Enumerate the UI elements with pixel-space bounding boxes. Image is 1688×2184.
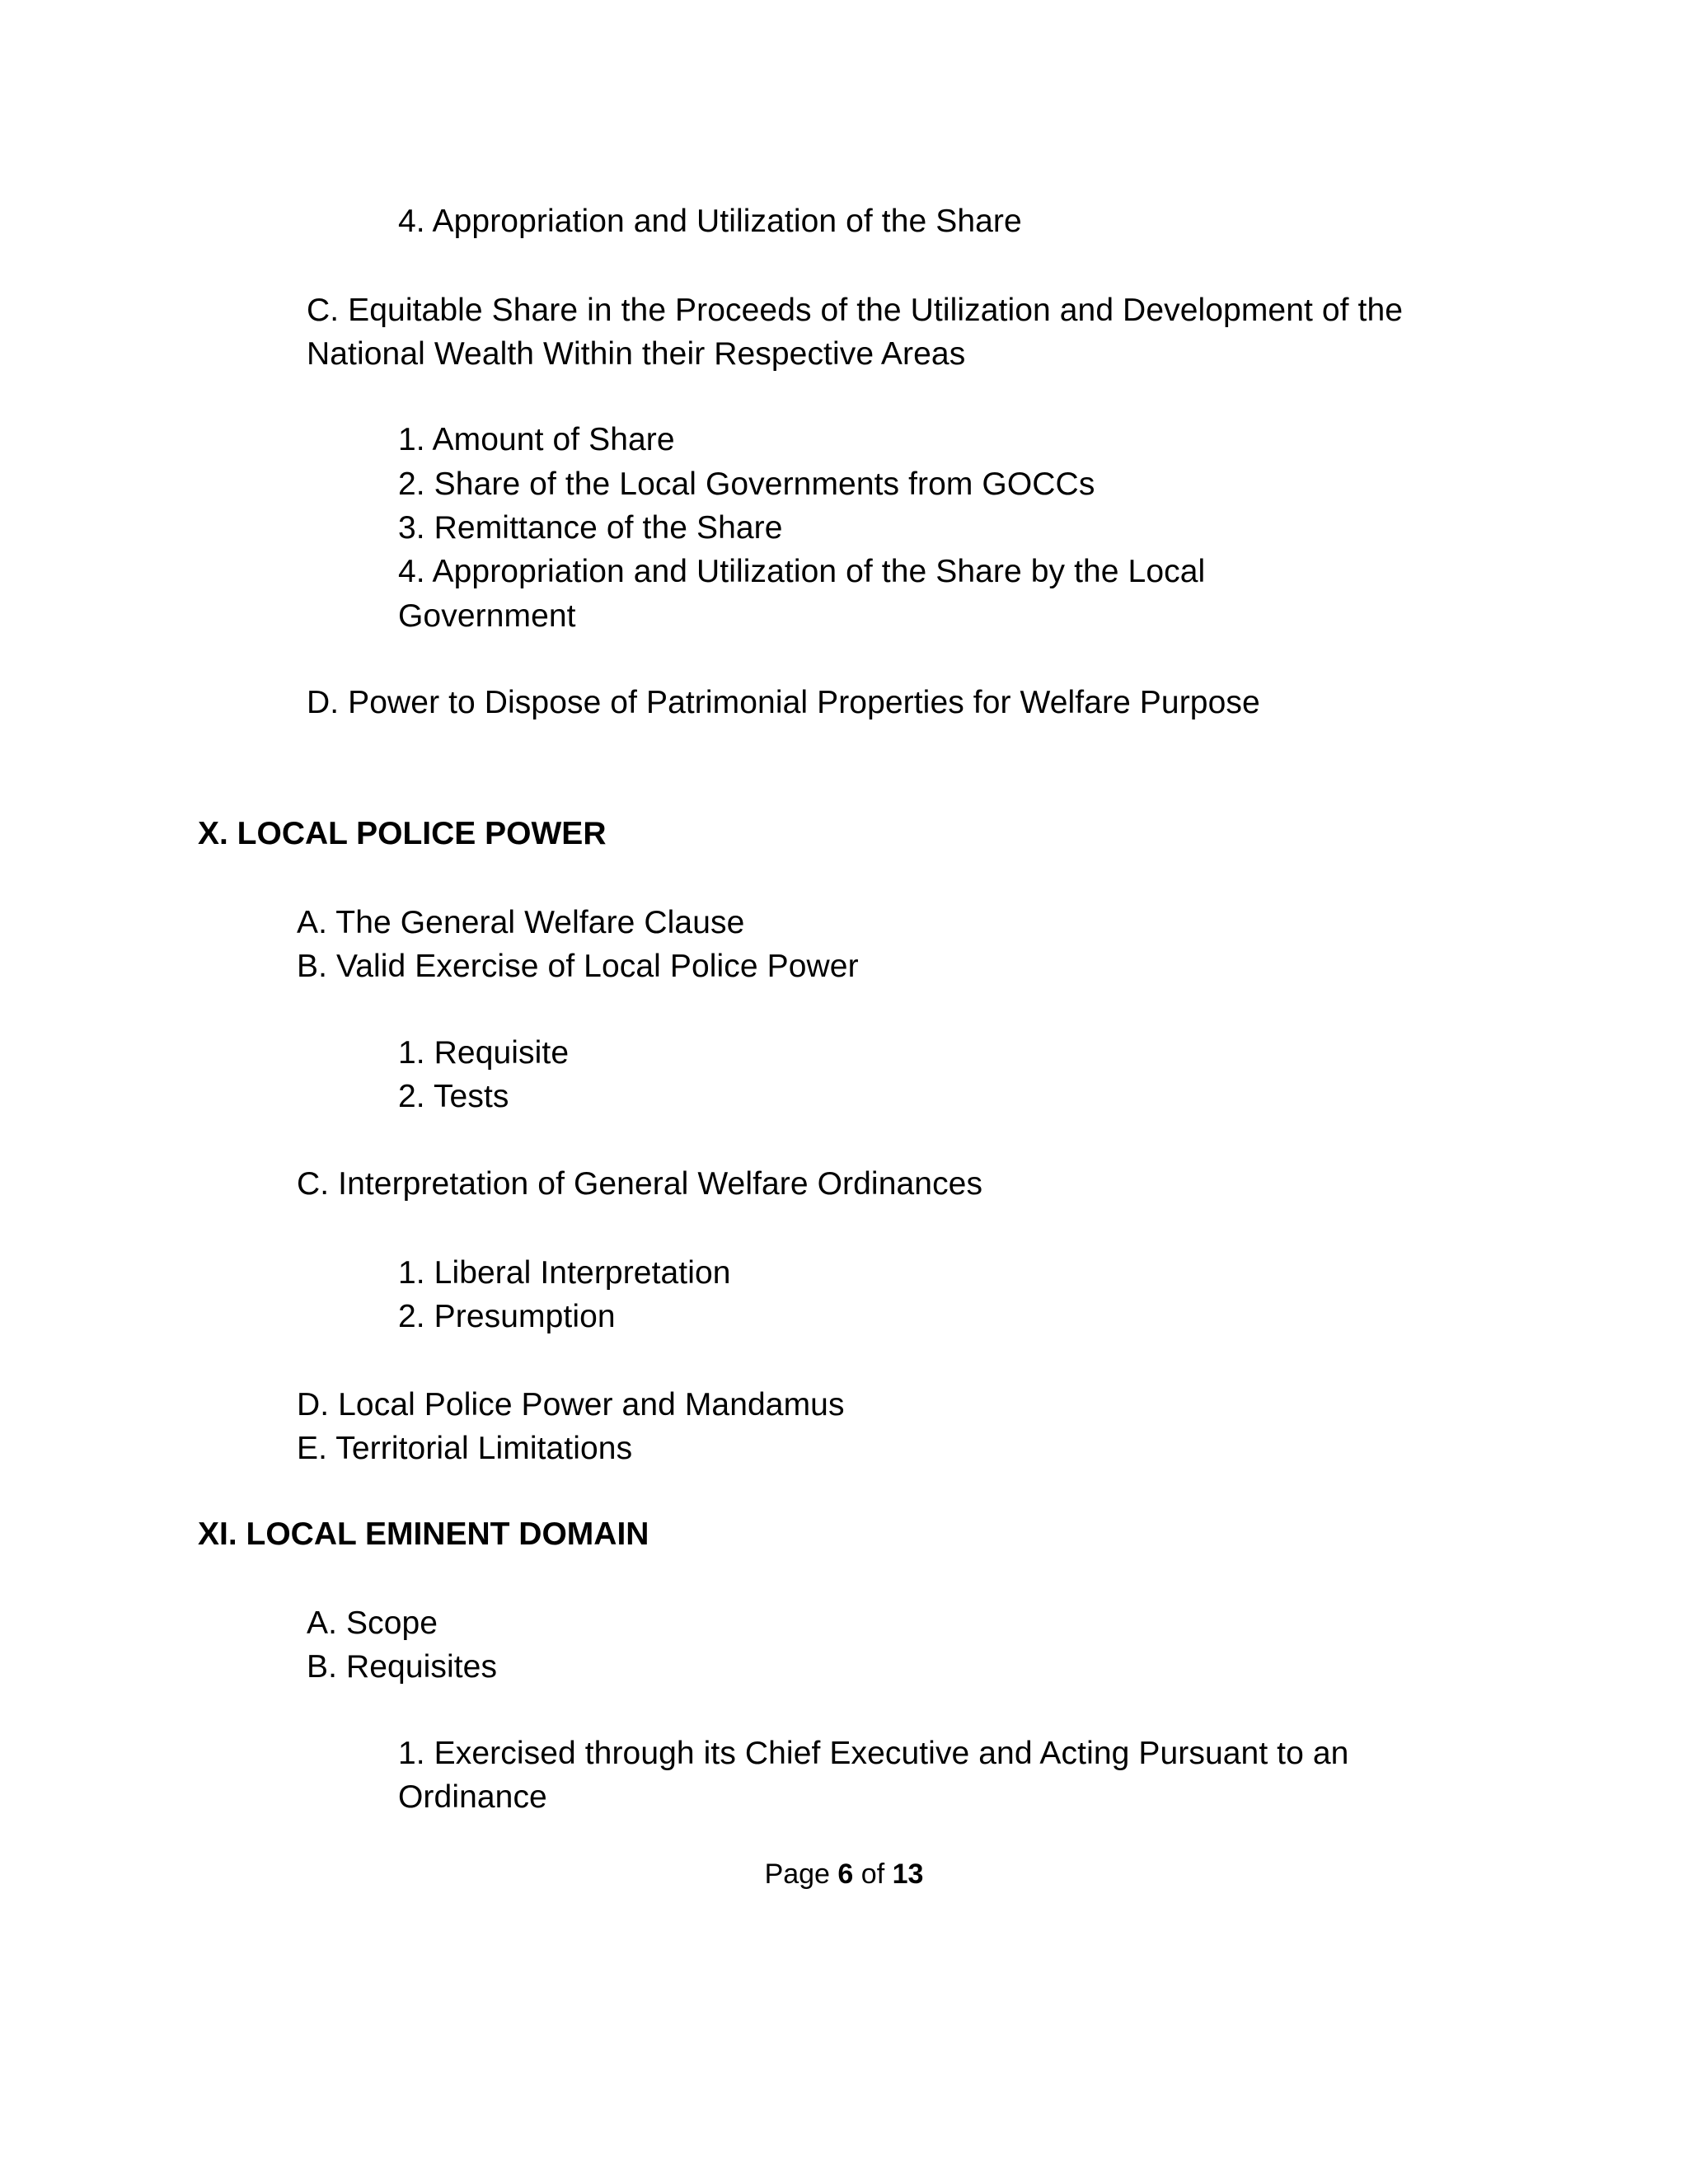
- section-heading-xi: XI. LOCAL EMINENT DOMAIN: [198, 1516, 649, 1552]
- outline-item: A. The General Welfare Clause: [297, 905, 745, 940]
- outline-item-continuation: Government: [398, 598, 576, 634]
- outline-item: 4. Appropriation and Utilization of the Share: [398, 204, 1022, 239]
- section-heading-x: X. LOCAL POLICE POWER: [198, 816, 607, 851]
- page-of-label: of: [853, 1858, 893, 1890]
- outline-item: 1. Requisite: [398, 1035, 570, 1071]
- outline-item: 1. Exercised through its Chief Executive and Acting Pursuant to an: [398, 1736, 1349, 1771]
- outline-item-continuation: Ordinance: [398, 1779, 547, 1815]
- outline-item: B. Valid Exercise of Local Police Power: [297, 949, 859, 984]
- outline-item: B. Requisites: [307, 1649, 498, 1685]
- outline-item: 2. Tests: [398, 1079, 509, 1114]
- page-label: Page: [764, 1858, 838, 1890]
- outline-item: 3. Remittance of the Share: [398, 510, 783, 546]
- outline-item: 1. Amount of Share: [398, 422, 675, 457]
- outline-item: 4. Appropriation and Utilization of the Share by the Local: [398, 554, 1206, 589]
- outline-heading-d: D. Power to Dispose of Patrimonial Properties for Welfare Purpose: [307, 685, 1260, 720]
- outline-item: A. Scope: [307, 1605, 438, 1641]
- total-pages-number: 13: [892, 1858, 924, 1890]
- outline-item: D. Local Police Power and Mandamus: [297, 1387, 845, 1422]
- outline-item: C. Interpretation of General Welfare Ordinances: [297, 1166, 983, 1202]
- outline-item: 2. Presumption: [398, 1299, 616, 1334]
- current-page-number: 6: [837, 1858, 854, 1890]
- outline-item: 2. Share of the Local Governments from GOCCs: [398, 466, 1095, 502]
- outline-heading-c-line2: National Wealth Within their Respective Areas: [307, 336, 966, 372]
- outline-item: E. Territorial Limitations: [297, 1431, 633, 1466]
- outline-heading-c-line1: C. Equitable Share in the Proceeds of the Utilization and Development of the: [307, 293, 1404, 328]
- page-number-footer: [0, 1854, 1688, 1894]
- outline-item: 1. Liberal Interpretation: [398, 1255, 731, 1291]
